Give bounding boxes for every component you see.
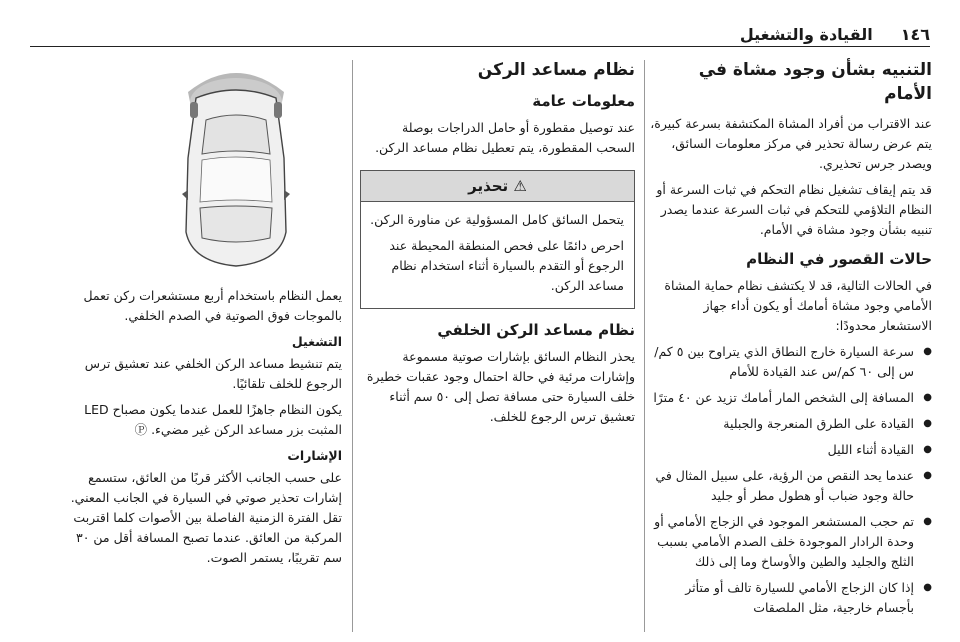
paragraph: يتحمل السائق كامل المسؤولية عن مناورة الركن. xyxy=(370,212,624,227)
warning-title: تحذير xyxy=(468,177,509,195)
paragraph: عند الاقتراب من أفراد المشاة المكتشفة بسرعة كبيرة، يتم عرض رسالة تحذير في مركز معلومات السائق، ويصدر جرس تحذيري. xyxy=(650,116,932,171)
subsection-heading: نظام مساعد الركن الخلفي xyxy=(437,321,635,339)
paragraph: في الحالات التالية، قد لا يكتشف نظام حماية المشاة الأمامي وجود مشاة أمامك أو يكون أداء جهاز الاستشعار محدودًا: xyxy=(664,278,932,333)
subsection-heading: حالات القصور في النظام xyxy=(746,250,932,268)
list-item: ● تم حجب المستشعر الموجود في الزجاج الأمامي أو وحدة الرادار الموجودة خلف الصدم الأمامي بسبب الثلج والجليد والطين والأوساخ وما إلى ذلك xyxy=(650,512,914,572)
paragraph: على حسب الجانب الأكثر قربًا من العائق، ستسمع إشارات تحذير صوتي في السيارة في الجانب المعني. تقل الفترة الزمنية الفاصلة بين الأصوات كلما اقتربت المركبة من العائق. عندما تصبح المسافة أقل من ٣٠ سم تقريبًا، يستمر الصوت. xyxy=(70,470,342,565)
paragraph: عند توصيل مقطورة أو حامل الدراجات بوصلة السحب المقطورة، يتم تعطيل نظام مساعد الركن. xyxy=(375,120,635,155)
warning-body xyxy=(361,202,634,308)
section-heading: التنبيه بشأن وجود مشاة في الأمام xyxy=(698,60,932,104)
column-park-assist xyxy=(360,58,635,433)
column-divider xyxy=(352,60,353,632)
column-park-assist-operation xyxy=(66,286,342,574)
paragraph: احرص دائمًا على فحص المنطقة المحيطة عند الرجوع أو التقدم بالسيارة أثناء استخدام نظام مساعد الركن. xyxy=(389,238,624,293)
paragraph: قد يتم إيقاف تشغيل نظام التحكم في ثبات السرعة أو النظام التلاؤمي للتحكم في ثبات السرعة عندما يصدر تنبيه بشأن وجود مشاة في الأمام. xyxy=(656,182,932,237)
section-heading: نظام مساعد الركن xyxy=(477,60,635,80)
header-rule xyxy=(30,46,930,47)
subsection-label: الإشارات xyxy=(287,448,342,463)
column-divider xyxy=(644,60,645,632)
paragraph: يحذر النظام السائق بإشارات صوتية مسموعة وإشارات مرئية في حالة احتمال وجود عقبات خطيرة خلف السيارة حتى مسافة تصل إلى ٥٠ سم أثناء تعشيق ترس الرجوع للخلف. xyxy=(366,349,635,424)
list-item: ● عندما يحد النقص من الرؤية، على سبيل المثال في حالة وجود ضباب أو هطول مطر أو جليد xyxy=(650,466,914,506)
park-assist-button-icon: Ⓟ xyxy=(134,422,148,437)
list-item: ● المسافة إلى الشخص المار أمامك تزيد عن ٤٠ مترًا xyxy=(650,388,914,408)
warning-triangle-icon: ⚠ xyxy=(513,177,527,195)
subsection-heading: معلومات عامة xyxy=(532,92,635,110)
list-item: ● القيادة على الطرق المنعرجة والجبلية xyxy=(650,414,914,434)
paragraph: يكون النظام جاهزًا للعمل عندما يكون مصباح LED المثبت بزر مساعد الركن غير مضيء. Ⓟ xyxy=(84,402,342,437)
section-title: القيادة والتشغيل xyxy=(739,25,873,44)
list-item: ● إذا كان الزجاج الأمامي للسيارة تالف أو متأثر بأجسام خارجية، مثل الملصقات xyxy=(650,578,914,618)
page-header xyxy=(30,10,930,44)
list-item: ● سرعة السيارة خارج النطاق الذي يتراوح بين ٥ كم/س إلى ٦٠ كم/س عند القيادة للأمام xyxy=(650,342,914,382)
column-pedestrian-alert xyxy=(650,58,932,624)
car-top-view-illustration xyxy=(130,62,342,274)
list-item: ● القيادة أثناء الليل xyxy=(650,440,914,460)
paragraph: يتم تنشيط مساعد الركن الخلفي عند تعشيق ترس الرجوع للخلف تلقائيًا. xyxy=(84,356,342,391)
warning-box xyxy=(360,170,635,309)
page-number: ١٤٦ xyxy=(900,25,930,44)
limitations-list xyxy=(650,342,932,618)
car-sensor-figure xyxy=(130,62,342,274)
subsection-label: التشغيل xyxy=(291,334,342,349)
warning-header xyxy=(361,171,634,202)
figure-caption: يعمل النظام باستخدام أربع مستشعرات ركن تعمل بالموجات فوق الصوتية في الصدم الخلفي. xyxy=(83,288,342,323)
